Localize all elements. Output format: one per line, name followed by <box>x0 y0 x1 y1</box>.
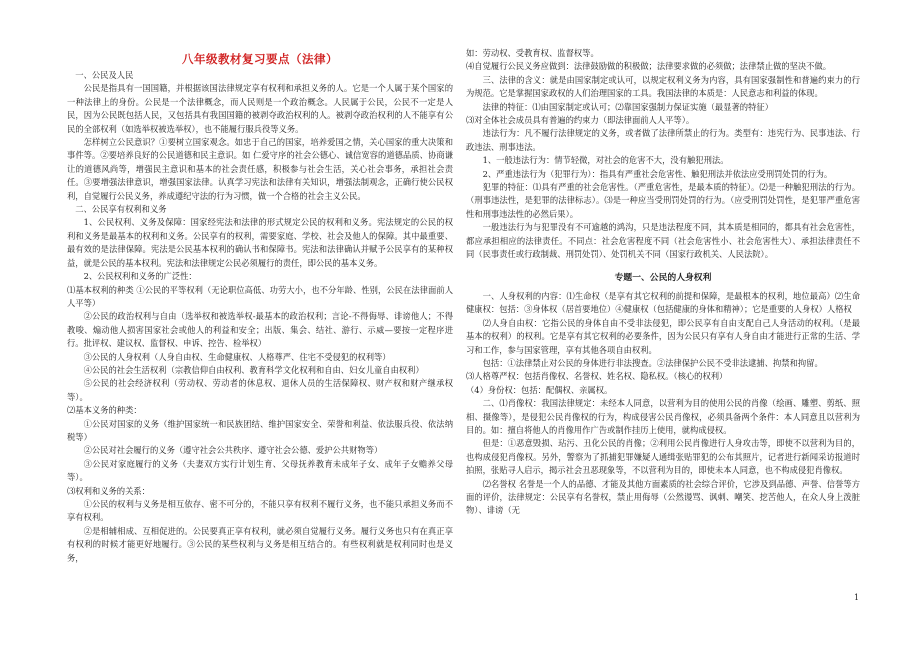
paragraph: 二、⑴肖像权：我国法律规定：未经本人同意，以营利为目的使用公民的肖像（绘画、雕塑、剪纸、照相、摄像等），是侵犯公民肖像权的行为，构成侵害公民肖像权，必须具备两个条件：本人同意且以营利为目的。如：擅自将他人的肖像用作广告或制作挂历上使用，就构成侵权。 <box>466 398 860 435</box>
paragraph: ③公民的人身权利（人身自由权、生命健康权、人格尊严、住宅不受侵犯的权利等） <box>83 351 391 362</box>
paragraph: 但是：①恶意毁损、玷污、丑化公民的肖像；②利用公民肖像进行人身攻击等，即使不以营利为目的，也构成侵犯肖像权。另外，警察为了抓捕犯罪嫌疑人通缉张贴罪犯的公布其照片，记者进行新闻采访报道时拍照，张贴寻人启示，揭示社会丑恶现象等，不以营利为目的，即使未本人同意，也不构成侵犯肖像权。 <box>466 438 860 476</box>
paragraph: 违法行为：凡不履行法律规定的义务，或者做了法律所禁止的行为。类型有：违宪行为、民事违法、行政违法、刑事违法。 <box>466 128 860 152</box>
paragraph: ⑤公民的社会经济权利（劳动权、劳动者的休息权、退休人员的生活保障权、财产权和财产继承权等）。 <box>67 378 453 402</box>
title-spacer <box>67 47 453 69</box>
paragraph: ③公民对家庭履行的义务（夫妻双方实行计划生育、父母抚养教育未成年子女、成年子女赡养父母等）。 <box>67 458 453 483</box>
paragraph: 1、公民权利、义务及保障：国家经宪法和法律的形式规定公民的权利和义务。宪法规定的公民的权利和义务是最基本的权利和义务。公民享有的权利，需要家庭、学校、社会及他人的保障。其中最重要、最有效的是法律保障。宪法是公民基本权利的确认书和保障书。宪法和法律确认并赋予公民享有的某种权益，就是公民的基本权利。宪法和法律规定公民必须履行的责任，即公民的基本义务。 <box>67 217 453 268</box>
paragraph: （4）身份权：包括：配偶权、亲属权。 <box>466 384 613 395</box>
paragraph: 1、一般违法行为：情节轻微，对社会的危害不大，没有触犯刑法。 <box>482 155 729 166</box>
paragraph: ④公民的社会生活权利（宗教信仰自由权利、教育科学文化权利和自由、妇女儿童自由权利） <box>83 364 424 375</box>
paragraph: 2、严重违法行为（犯罪行为）：指具有严重社会危害性、触犯刑法并依法应受刑罚处罚的行为。 <box>482 168 833 179</box>
right-column <box>466 47 860 632</box>
paragraph: ②公民对社会履行的义务（遵守社会公共秩序、遵守社会公德、爱护公共财物等） <box>83 445 383 456</box>
paragraph: 怎样树立公民意识？①要树立国家观念。如忠于自己的国家，培养爱国之情，关心国家的重大决策和事件等。②要培养良好的公民道德和民主意识。如 仁爱守序的社会公德心、诚信宽容的道德品质、协商谦让的道德风尚等，增强民主意识和基本的社会责任感，积极参与社会生活，关心社会事务，承担社会责任。③要增强法律意识，增强国家法律。认真学习宪法和法律有关知识，增强法制观念，正确行使公民权利，自觉履行公民义务，养成遵纪守法的行为习惯，做一个合格的社会主义公民。 <box>67 137 453 201</box>
paragraph: ⑶人格尊严权：包括肖像权、名誉权、姓名权、隐私权。（核心的权利） <box>466 371 728 382</box>
paragraph: ①公民的权利与义务是相互依存、密不可分的，不能只享有权利不履行义务，也不能只承担义务而不享有权利。 <box>67 499 453 523</box>
paragraph: 如：劳动权、受教育权、监督权等。 <box>466 48 599 58</box>
paragraph: 一、人身权利的内容：⑴生命权（是享有其它权利的前提和保障，是最根本的权利，地位最高）⑵生命健康权：包括：③身体权（居首要地位）④健康权（包括健康的身体和精神）；它是重要的人身权）人格权 <box>466 290 860 315</box>
paragraph: ②公民的政治权利与自由（选举权和被选举权-最基本的政治权利；言论-不得侮辱、诽谤他人；不得教唆、煽动他人损害国家社会或他人的利益和安全；出版、集会、结社、游行、示威—要按一定程序进行。批评权、建议权、监督权、申诉、控告、检举权） <box>67 311 453 349</box>
paragraph: 法律的特征：⑴由国家制定或认可；⑵靠国家强制力保证实施（最显著的特征） <box>482 101 773 112</box>
document-title: 八年级教材复习要点（法律） <box>182 52 338 66</box>
paragraph: 公民是指具有一国国籍，并根据该国法律规定享有权利和承担义务的人。它是一个人属于某个国家的一种法律上的身份。公民是一个法律概念，而人民则是一个政治概念。人民属于公民，公民不一定是人民，因为公民既包括人民，又包括具有我国国籍的被剥夺政治权利的人。被剥夺政治权利的人不能享有公民的全部权利（如选举权被选举权），也不能履行服兵役等义务。 <box>67 83 453 134</box>
paragraph: 2、公民权利和义务的广泛性： <box>83 271 197 282</box>
paragraph: ②是相辅相成、互相促进的。公民要真正享有权利，就必须自觉履行义务。履行义务也只有在真正享有权利的时候才能更好地履行。③公民的某些权利与义务是相互结合的。有些权利就是权利同时也是义务， <box>67 525 453 563</box>
section-heading: 一、公民及人民 <box>75 70 134 80</box>
paragraph: ⑴基本权利的种类 ①公民的平等权利（无论职位高低、功劳大小，也不分年龄、性别，公民在法律面前人人平等） <box>67 284 453 308</box>
topic-heading: 专题一、公民的人身权利 <box>614 272 712 283</box>
paragraph: ①公民对国家的义务（维护国家统一和民族团结、维护国家安全、荣誉和利益、依法服兵役、依法纳税等） <box>67 418 453 442</box>
left-column <box>67 47 453 632</box>
paragraph: ⑵名誉权 名誉是一个人的品德、才能及其他方面素质的社会综合评价，它涉及到品德、声誉、信誉等方面的评价，法律规定：公民享有名誉权，禁止用侮辱（公然谩骂、讽刺、嘲笑、挖苦他人，在众人身上泼脏物）、诽谤（无 <box>466 478 860 516</box>
paragraph: ⑵人身自由权：它指公民的身体自由不受非法侵犯，即公民享有自由支配自己人身活动的权利。（是最基本的权利）的权利。它是享有其它权利的必要条件，因为公民只有享有人身自由才能进行正常的生活、学习和工作，参与国家管理，享有其他各项自由权利。 <box>466 317 860 355</box>
paragraph: 包括：①法律禁止对公民的身体进行非法搜查。②法律保护公民不受非法逮捕、拘禁和拘留。 <box>482 357 823 368</box>
paragraph: ⑷自觉履行公民义务应做到：法律鼓励做的积极做；法律要求做的必须做；法律禁止做的坚决不做。 <box>466 61 832 72</box>
paragraph: 一般违法行为与犯罪没有不可逾越的鸿沟，只是违法程度不同，其本质是相同的，都具有社会危害性，都应承担相应的法律责任。不同点：社会危害程度不同（社会危害性小、社会危害性大）、承担法律责任不同（民事责任或行政制裁、刑罚处罚）、处罚机关不同（国家行政机关、人民法院）。 <box>466 222 860 260</box>
paragraph: ⑶权利和义务的关系： <box>67 485 150 496</box>
paragraph: 犯罪的特征：⑴具有严重的社会危害性。（严重危害性，是最本质的特征）。⑵是一种触犯刑法的行为。（刑事违法性，是犯罪的法律标志）。⑶是一种应当受刑罚处罚的行为。（应受刑罚处罚性，是犯罪严重危害性和刑事违法性的必然后果）。 <box>466 182 860 219</box>
paragraph: ⑵基本义务的种类： <box>67 405 142 416</box>
page-number: 1 <box>854 593 860 602</box>
section-heading: 二、公民享有权利和义务 <box>75 204 167 215</box>
paragraph: ⑶对全体社会成员具有普遍的约束力（即法律面前人人平等）。 <box>466 115 695 126</box>
paragraph: 三、法律的含义：就是由国家制定或认可，以规定权利义务为内容，具有国家强制性和普遍约束力的行为规范。它是掌握国家政权的人们治理国家的工具。我国法律的本质是：人民意志和利益的体现。 <box>466 74 860 99</box>
